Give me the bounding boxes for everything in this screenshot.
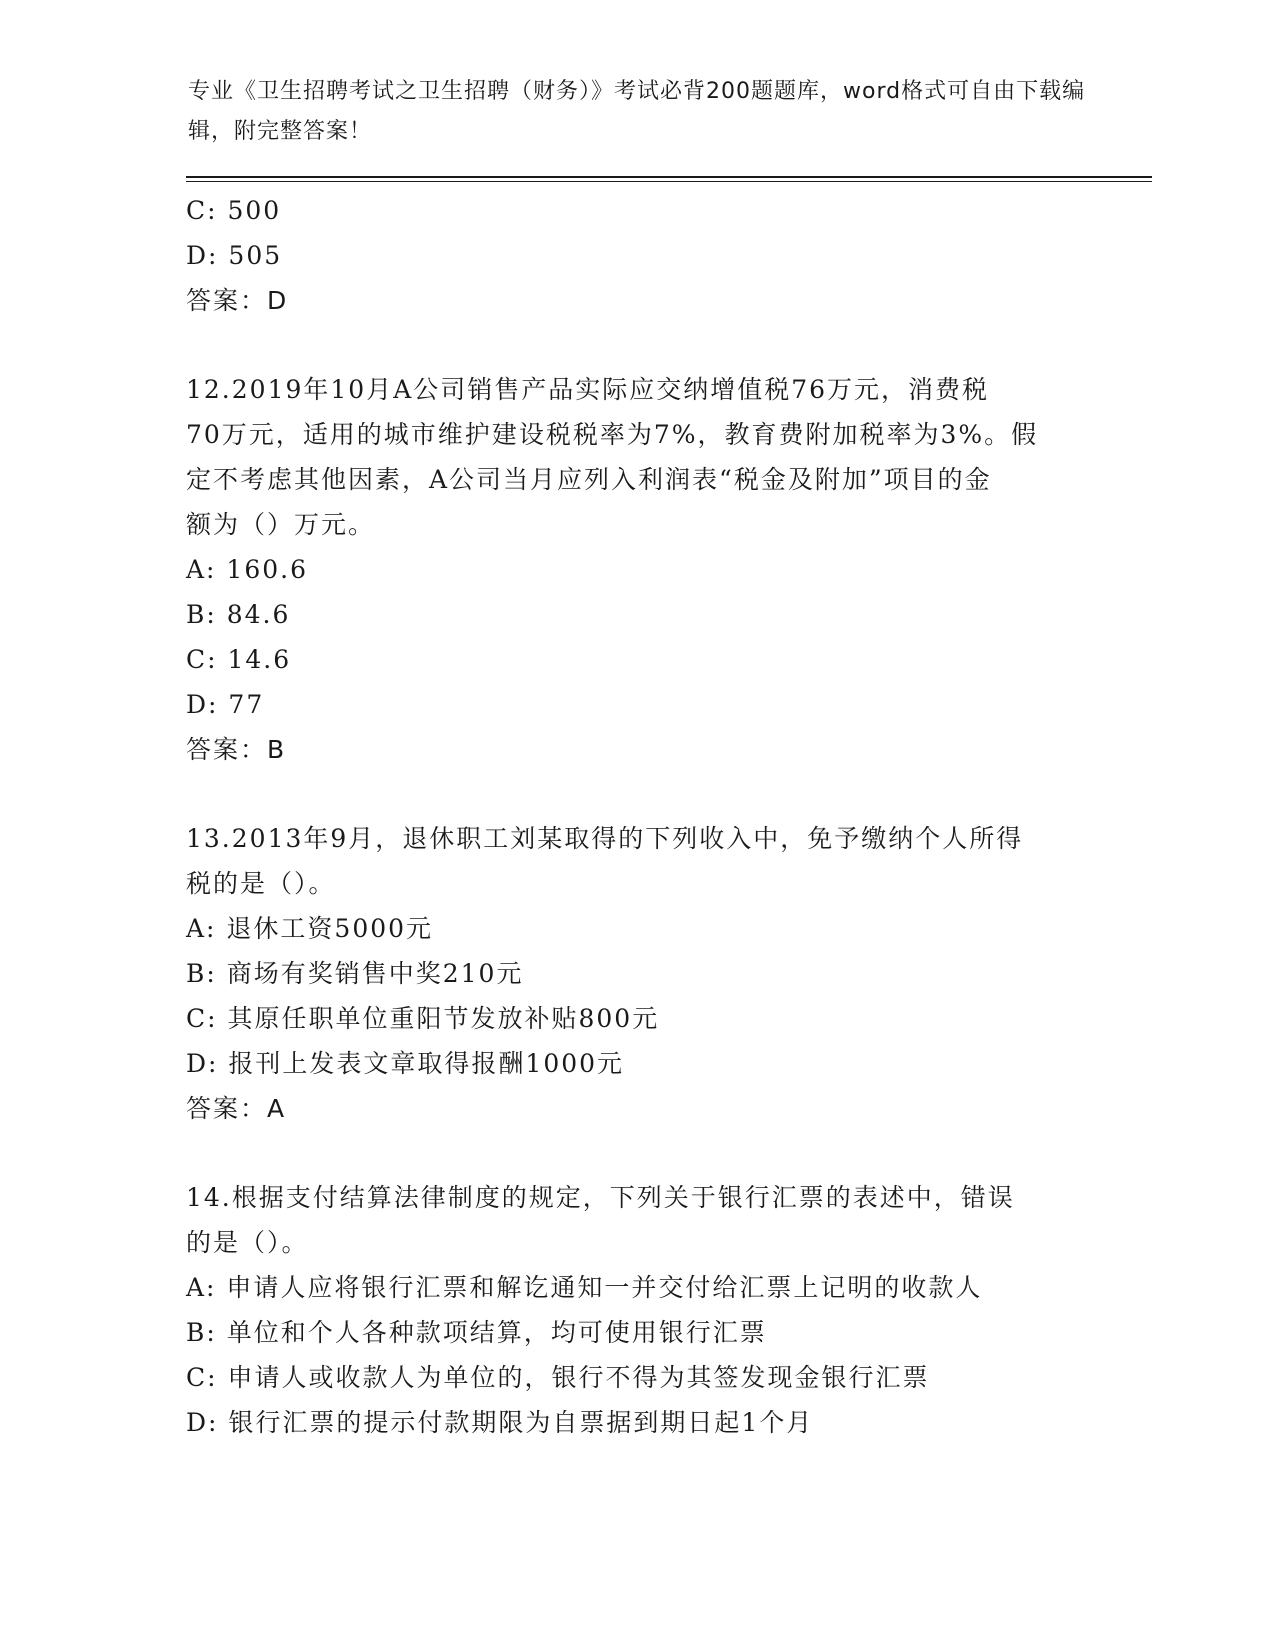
option-c: C: 14.6 [186,645,292,674]
header-divider-thick [186,176,1152,178]
option-b: B: 84.6 [186,600,291,629]
question-14 [186,1175,1086,1445]
option-c: C: 申请人或收款人为单位的，银行不得为其签发现金银行汇票 [186,1363,930,1392]
question-text-line: 定不考虑其他因素，A公司当月应列入利润表“税金及附加”项目的金 [186,465,992,494]
option-d: D: 505 [186,241,283,270]
question-text-line: 70万元，适用的城市维护建设税税率为7%，教育费附加税率为3%。假 [186,420,1039,449]
option-b: B: 商场有奖销售中奖210元 [186,959,524,988]
answer-line: 答案：B [186,735,287,764]
question-11-tail [186,188,1086,323]
header-divider-thin [186,181,1152,182]
option-c: C: 其原任职单位重阳节发放补贴800元 [186,1004,660,1033]
answer-line: 答案：A [186,1094,287,1123]
document-body [186,188,1086,1445]
option-b: B: 单位和个人各种款项结算，均可使用银行汇票 [186,1318,767,1347]
question-13 [186,816,1086,1131]
question-text-line: 额为（）万元。 [186,510,376,539]
option-c: C: 500 [186,196,282,225]
option-a: A: 退休工资5000元 [186,914,434,943]
option-d: D: 报刊上发表文章取得报酬1000元 [186,1049,625,1078]
question-text-line: 13.2013年9月，退休职工刘某取得的下列收入中，免予缴纳个人所得 [186,824,1024,853]
option-a: A: 160.6 [186,555,308,584]
option-d: D: 银行汇票的提示付款期限为自票据到期日起1个月 [186,1408,814,1437]
answer-line: 答案：D [186,286,289,315]
question-text-line: 税的是（）。 [186,869,336,898]
question-text-line: 12.2019年10月A公司销售产品实际应交纳增值税76万元，消费税 [186,375,990,404]
page-header-title: 专业《卫生招聘考试之卫生招聘（财务）》考试必背200题题库，word格式可自由下载编辑，附完整答案！ [188,79,1086,144]
option-d: D: 77 [186,690,265,719]
question-12 [186,367,1086,772]
option-a: A: 申请人应将银行汇票和解讫通知一并交付给汇票上记明的收款人 [186,1273,983,1302]
question-text-line: 的是（）。 [186,1228,309,1257]
question-text-line: 14.根据支付结算法律制度的规定，下列关于银行汇票的表述中，错误 [186,1183,1015,1212]
